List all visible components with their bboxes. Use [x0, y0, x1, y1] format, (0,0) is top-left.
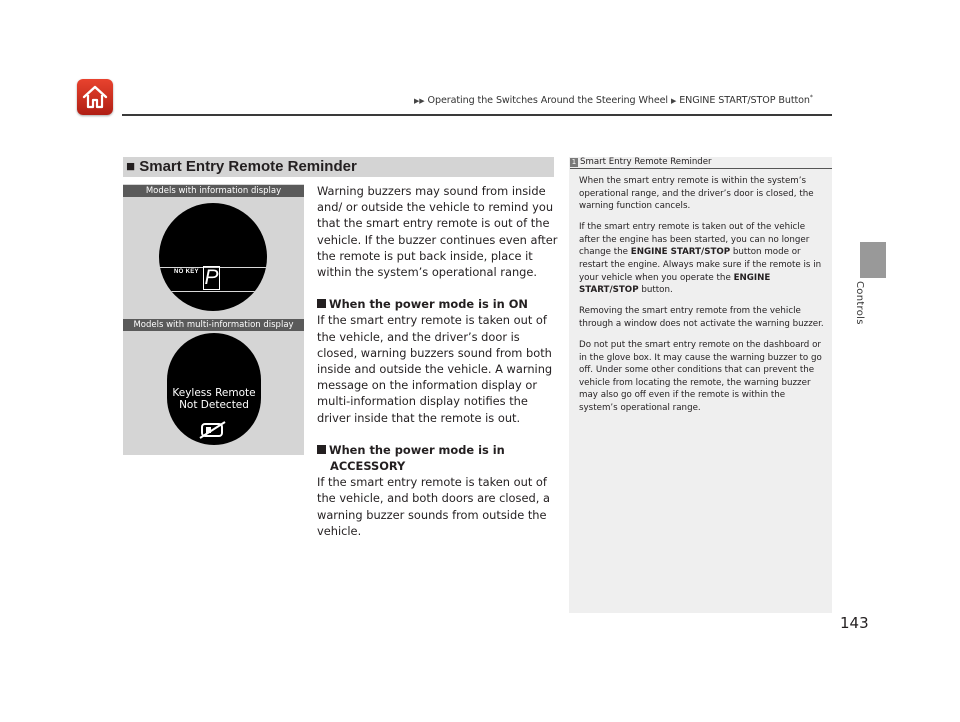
- multi-information-display-image: [167, 333, 261, 445]
- note-rule: [570, 168, 832, 169]
- page-number: 143: [840, 614, 869, 632]
- gear-letter: P: [204, 266, 219, 289]
- display-message-line: Keyless Remote: [172, 387, 256, 399]
- subheading: When the power mode is in ON: [317, 296, 562, 312]
- breadcrumb-item[interactable]: Operating the Switches Around the Steering Wheel: [427, 95, 668, 107]
- information-display-image: [159, 203, 267, 311]
- section-title: Smart Entry Remote Reminder: [139, 158, 357, 175]
- paragraph: If the smart entry remote is taken out of the vehicle, and both doors are closed, a warning buzzer sounds from outside the vehicle.: [317, 475, 550, 538]
- breadcrumb-arrow-icon: ▶▶: [414, 97, 425, 106]
- note-text: [579, 175, 825, 423]
- note-number-badge: 1: [571, 158, 577, 166]
- square-bullet-icon: [317, 445, 326, 454]
- key-warning-icon: [199, 421, 227, 439]
- divider: [159, 291, 267, 292]
- note-paragraph: When the smart entry remote is within the system’s operational range, and the driver’s door is closed, the warning function cancels.: [579, 176, 814, 212]
- intro-paragraph: Warning buzzers may sound from inside and/ or outside the vehicle to remind you that the smart entry remote is out of the vehicle. If the buzzer continues even after the remote is put back inside, place it within the system’s operational range.: [317, 184, 558, 280]
- section-square-icon: ■: [126, 158, 136, 175]
- image-label: Models with multi-information display: [123, 319, 304, 331]
- note-paragraph: If the smart entry remote is taken out of the vehicle after the engine has been started, you can no longer change the ENGINE START/STOP button mode or restart the engine. Always make sure if the remote is in your vehicle when you operate the ENGINE START/STOP button.: [579, 222, 822, 296]
- home-button[interactable]: [77, 79, 113, 115]
- body-text: [317, 183, 562, 539]
- subheading: When the power mode is in ACCESSORY: [317, 442, 562, 474]
- paragraph: If the smart entry remote is taken out of the vehicle, and the driver’s door is closed, warning buzzers sound from both inside and outside the vehicle. A warning message on the information display or multi-information display notifies the driver inside that the remote is out.: [317, 313, 553, 425]
- note-paragraph: Removing the smart entry remote from the vehicle through a window does not activate the warning buzzer.: [579, 306, 824, 329]
- image-label: Models with information display: [123, 185, 304, 197]
- gear-indicator: [203, 266, 220, 290]
- breadcrumb-item[interactable]: ENGINE START/STOP Button: [679, 95, 810, 107]
- square-bullet-icon: [317, 299, 326, 308]
- home-icon: [81, 83, 109, 111]
- chapter-tab[interactable]: [860, 242, 886, 278]
- note-paragraph: Do not put the smart entry remote on the dashboard or in the glove box. It may cause the warning buzzer to go off. Under some other conditions that can prevent the vehicle from locating the remote, the warning buzzer may also go off even if the remote is within the system’s operational range.: [579, 340, 822, 413]
- display-message: [167, 387, 261, 411]
- note-title: 1 Smart Entry Remote Reminder: [571, 157, 712, 167]
- display-message-line: Not Detected: [179, 399, 249, 411]
- chapter-label: Controls: [854, 281, 865, 325]
- breadcrumb: [414, 94, 813, 106]
- no-key-indicator: NO KEY: [174, 269, 199, 275]
- header-rule: [122, 114, 832, 116]
- asterisk: *: [809, 94, 813, 101]
- breadcrumb-arrow-icon: ▶: [670, 97, 677, 106]
- section-heading: [123, 157, 554, 177]
